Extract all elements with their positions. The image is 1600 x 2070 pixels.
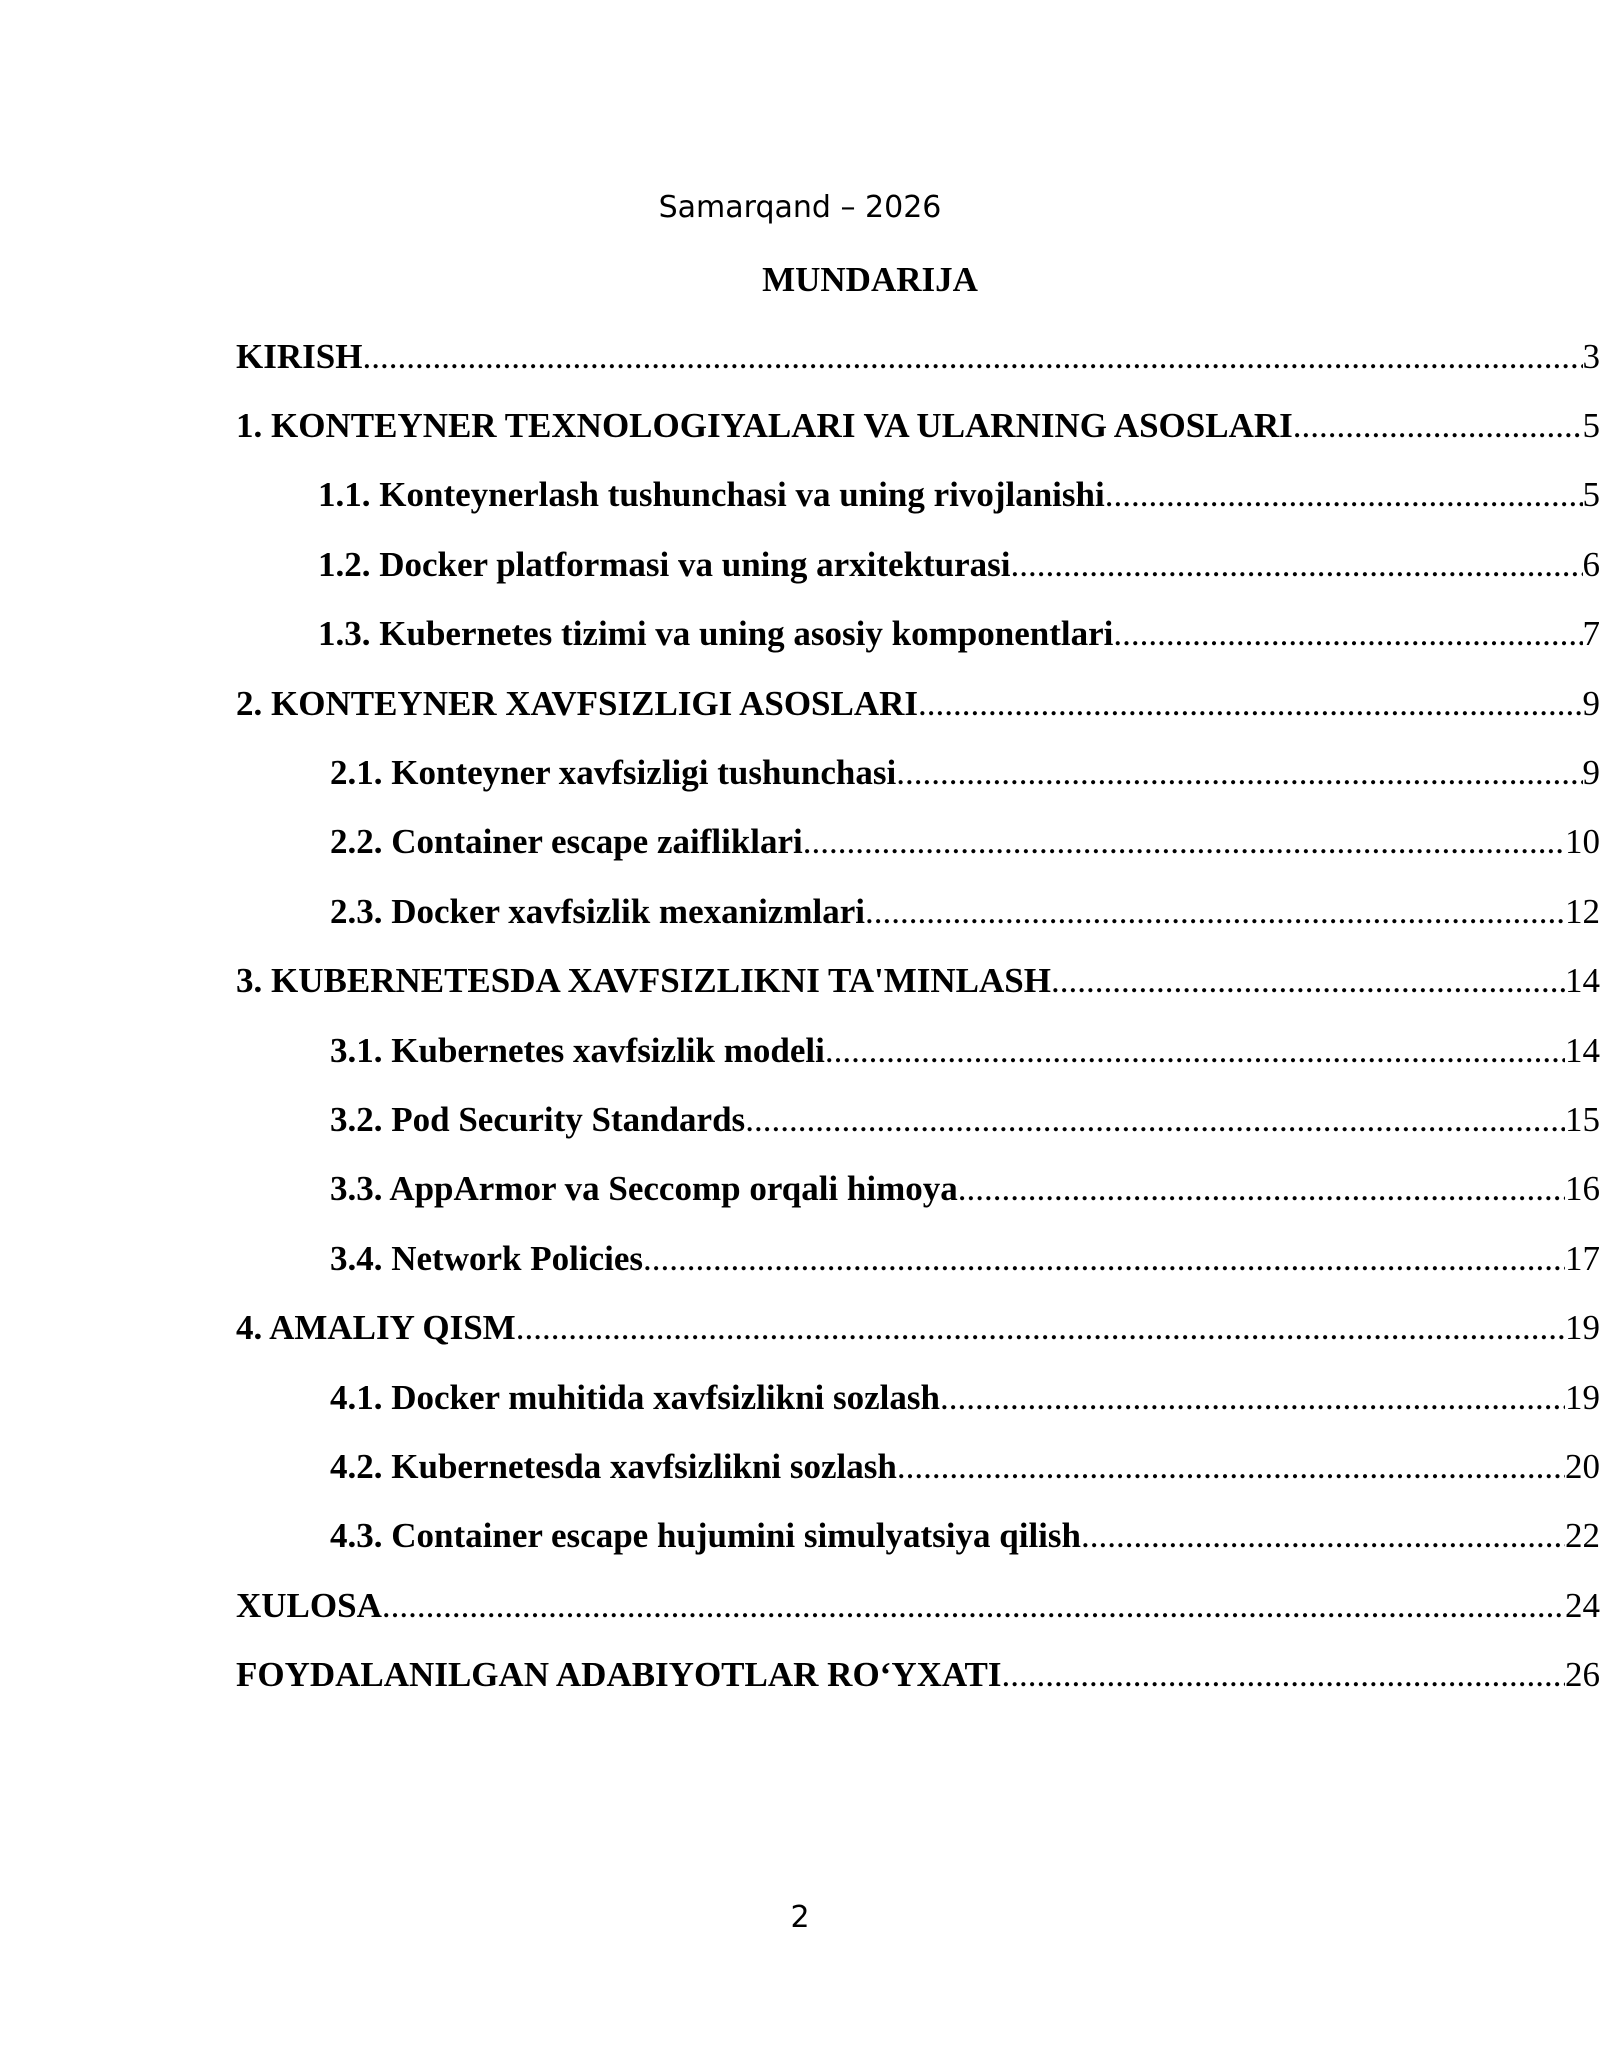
toc-entry-title: 4.2. Kubernetesda xavfsizlikni sozlash <box>330 1446 897 1486</box>
toc-entry-section-2-1[interactable] <box>0 738 1600 807</box>
toc-entry-page: 14 <box>1565 961 1600 1001</box>
toc-entry-title: 1.3. Kubernetes tizimi va uning asosiy komponentlari <box>318 614 1114 654</box>
dot-leader <box>1293 404 1583 448</box>
dot-leader <box>940 1376 1565 1420</box>
toc-entry-page: 12 <box>1565 891 1600 931</box>
toc-entry-chapter-2[interactable] <box>0 669 1600 738</box>
toc-entry-page: 14 <box>1565 1030 1600 1070</box>
dot-leader <box>1051 959 1565 1003</box>
toc-entry-page: 16 <box>1565 1169 1600 1209</box>
toc-entry-references[interactable] <box>0 1640 1600 1709</box>
dot-leader <box>1081 1514 1565 1558</box>
toc-entry-section-3-4[interactable] <box>0 1224 1600 1293</box>
toc-entry-page: 3 <box>1582 336 1600 376</box>
toc-entry-page: 5 <box>1582 475 1600 515</box>
toc-entry-kirish[interactable] <box>0 322 1600 391</box>
dot-leader <box>516 1306 1565 1350</box>
toc-entry-page: 17 <box>1565 1238 1600 1278</box>
toc-entry-page: 19 <box>1565 1377 1600 1417</box>
toc-entry-title: 3. KUBERNETESDA XAVFSIZLIKNI TA'MINLASH <box>236 961 1051 1001</box>
toc-entry-title: 2. KONTEYNER XAVFSIZLIGI ASOSLARI <box>236 683 919 723</box>
toc-entry-title: 2.3. Docker xavfsizlik mexanizmlari <box>330 891 865 931</box>
toc-entry-title: 4.1. Docker muhitida xavfsizlikni sozlash <box>330 1377 940 1417</box>
toc-entry-title: FOYDALANILGAN ADABIYOTLAR RO‘YXATI <box>236 1655 1002 1695</box>
toc-entry-title: 3.3. AppArmor va Seccomp orqali himoya <box>330 1169 958 1209</box>
toc-entry-section-4-2[interactable] <box>0 1432 1600 1501</box>
toc-entry-title: 3.4. Network Policies <box>330 1238 643 1278</box>
toc-entry-page: 24 <box>1565 1585 1600 1625</box>
toc-entry-section-2-3[interactable] <box>0 877 1600 946</box>
toc-entry-chapter-3[interactable] <box>0 947 1600 1016</box>
toc-entry-page: 10 <box>1565 822 1600 862</box>
toc-entry-page: 15 <box>1565 1099 1600 1139</box>
toc-entry-page: 22 <box>1565 1516 1600 1556</box>
toc-entry-section-4-3[interactable] <box>0 1502 1600 1571</box>
dot-leader <box>1011 543 1583 587</box>
toc-entry-title: KIRISH <box>236 336 363 376</box>
page-number: 2 <box>790 1900 810 1935</box>
dot-leader <box>362 335 1582 379</box>
table-of-contents <box>0 322 1600 1710</box>
dot-leader <box>382 1584 1565 1628</box>
dot-leader <box>1113 612 1582 656</box>
dot-leader <box>897 1445 1565 1489</box>
toc-entry-title: 4. AMALIY QISM <box>236 1308 516 1348</box>
toc-entry-page: 26 <box>1565 1655 1600 1695</box>
toc-entry-section-1-1[interactable] <box>0 461 1600 530</box>
dot-leader <box>918 682 1582 726</box>
toc-entry-page: 7 <box>1582 614 1600 654</box>
dot-leader <box>896 751 1582 795</box>
dot-leader <box>1002 1653 1565 1697</box>
toc-entry-title: 2.2. Container escape zaifliklari <box>330 822 803 862</box>
toc-entry-section-4-1[interactable] <box>0 1363 1600 1432</box>
toc-entry-page: 6 <box>1582 544 1600 584</box>
dot-leader <box>958 1167 1565 1211</box>
toc-entry-section-1-3[interactable] <box>0 600 1600 669</box>
dot-leader <box>643 1237 1565 1281</box>
toc-entry-page: 5 <box>1582 406 1600 446</box>
toc-entry-page: 9 <box>1582 683 1600 723</box>
toc-entry-section-2-2[interactable] <box>0 808 1600 877</box>
toc-entry-title: 1. KONTEYNER TEXNOLOGIYALARI VA ULARNING ASOSLARI <box>236 406 1293 446</box>
dot-leader <box>865 890 1565 934</box>
dot-leader <box>825 1029 1565 1073</box>
toc-entry-title: XULOSA <box>236 1585 382 1625</box>
toc-entry-title: 4.3. Container escape hujumini simulyatsiya qilish <box>330 1516 1081 1556</box>
toc-entry-title: 1.1. Konteynerlash tushunchasi va uning rivojlanishi <box>318 475 1105 515</box>
dot-leader <box>745 1098 1565 1142</box>
toc-entry-title: 3.1. Kubernetes xavfsizlik modeli <box>330 1030 825 1070</box>
toc-entry-page: 9 <box>1582 753 1600 793</box>
toc-entry-page: 20 <box>1565 1446 1600 1486</box>
dot-leader <box>803 820 1565 864</box>
toc-entry-section-3-1[interactable] <box>0 1016 1600 1085</box>
dot-leader <box>1105 473 1583 517</box>
toc-entry-section-3-2[interactable] <box>0 1085 1600 1154</box>
toc-entry-chapter-1[interactable] <box>0 391 1600 460</box>
toc-entry-xulosa[interactable] <box>0 1571 1600 1640</box>
toc-entry-chapter-4[interactable] <box>0 1293 1600 1362</box>
toc-entry-title: 1.2. Docker platformasi va uning arxitekturasi <box>318 544 1011 584</box>
toc-entry-title: 2.1. Konteyner xavfsizligi tushunchasi <box>330 753 897 793</box>
city-year-line: Samarqand – 2026 <box>658 190 942 225</box>
toc-entry-section-1-2[interactable] <box>0 530 1600 599</box>
toc-title: MUNDARIJA <box>762 260 978 299</box>
toc-entry-title: 3.2. Pod Security Standards <box>330 1099 746 1139</box>
toc-entry-section-3-3[interactable] <box>0 1155 1600 1224</box>
toc-entry-page: 19 <box>1565 1308 1600 1348</box>
